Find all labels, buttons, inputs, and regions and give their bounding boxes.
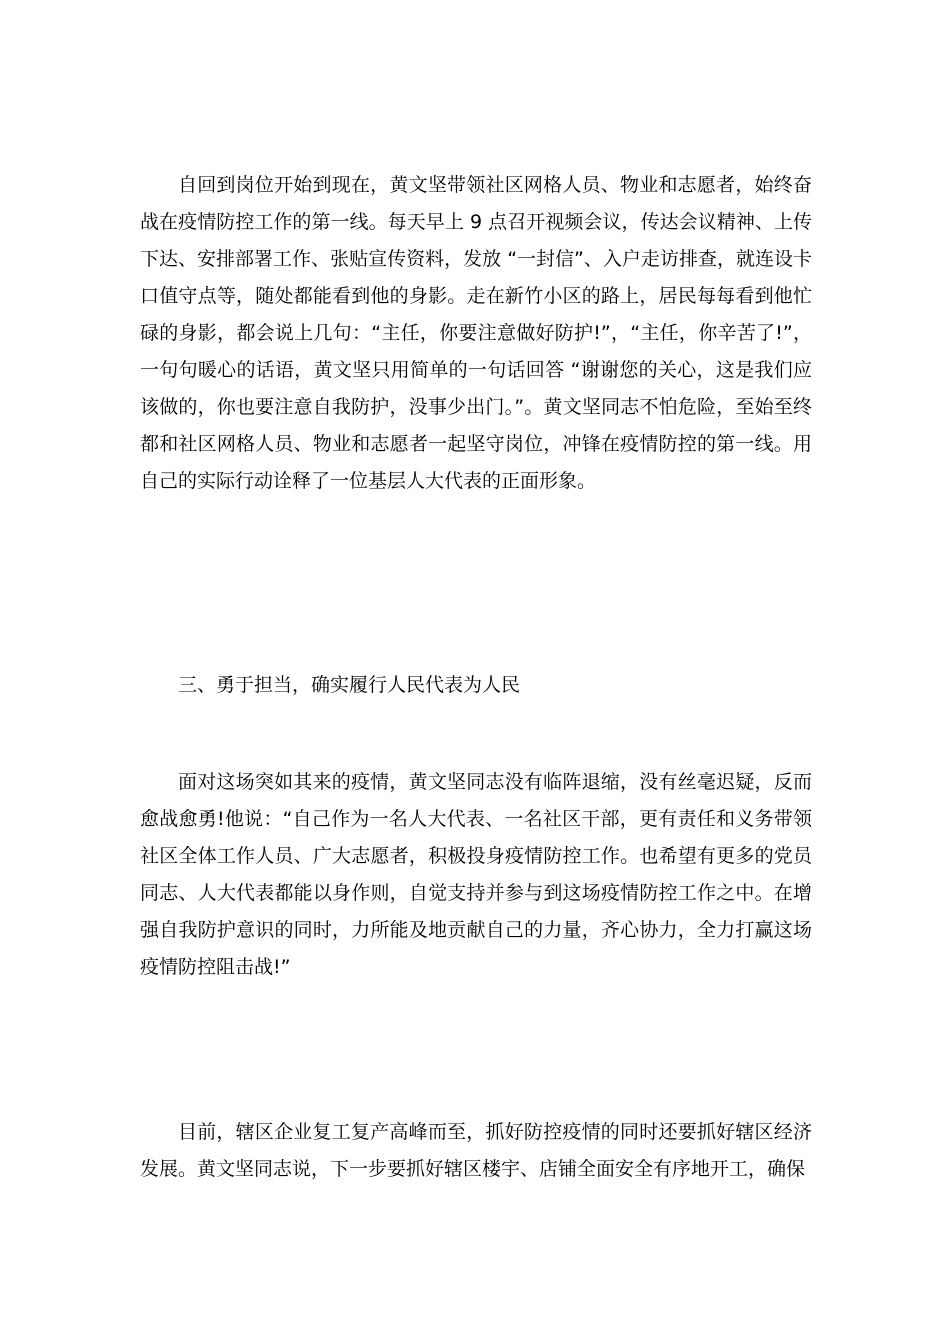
section-heading: 三、勇于担当，确实履行人民代表为人民 [178,674,521,696]
body-paragraph: 面对这场突如其来的疫情，黄文坚同志没有临阵退缩，没有丝毫迟疑，反而愈战愈勇!他说：“自己作为一名人大代表、一名社区干部，更有责任和义务带领社区全体工作人员、广大志愿者，积极投身疫情防控工作。也希望有更多的党员同志、人大代表都能以身作则，自觉支持并参与到这场疫情防控工作之中。在增强自我防护意识的同时，力所能及地贡献自己的力量，齐心协力，全力打赢这场疫情防控阻击战!” [140,771,812,978]
body-paragraph: 目前，辖区企业复工复产高峰而至，抓好防控疫情的同时还要抓好辖区经济发展。黄文坚同志说，下一步要抓好辖区楼宇、店铺全面安全有序地开工，确保 [140,1121,812,1180]
body-paragraph: 自回到岗位开始到现在，黄文坚带领社区网格人员、物业和志愿者，始终奋战在疫情防控工作的第一线。每天早上 9 点召开视频会议，传达会议精神、上传下达、安排部署工作、张贴宣传资料，发放 “一封信”、入户走访排查，就连设卡口值守点等，随处都能看到他的身影。走在新竹小区的路上，居民每每看到他忙碌的身影，都会说上几句：“主任，你要注意做好防护!”，“主任，你辛苦了!”，一句句暖心的话语，黄文坚只用简单的一句话回答 “谢谢您的关心，这是我们应该做的，你也要注意自我防护，没事少出门。”。黄文坚同志不怕危险，至始至终都和社区网格人员、物业和志愿者一起坚守岗位，冲锋在疫情防控的第一线。用自己的实际行动诠释了一位基层人大代表的正面形象。 [140,174,812,492]
